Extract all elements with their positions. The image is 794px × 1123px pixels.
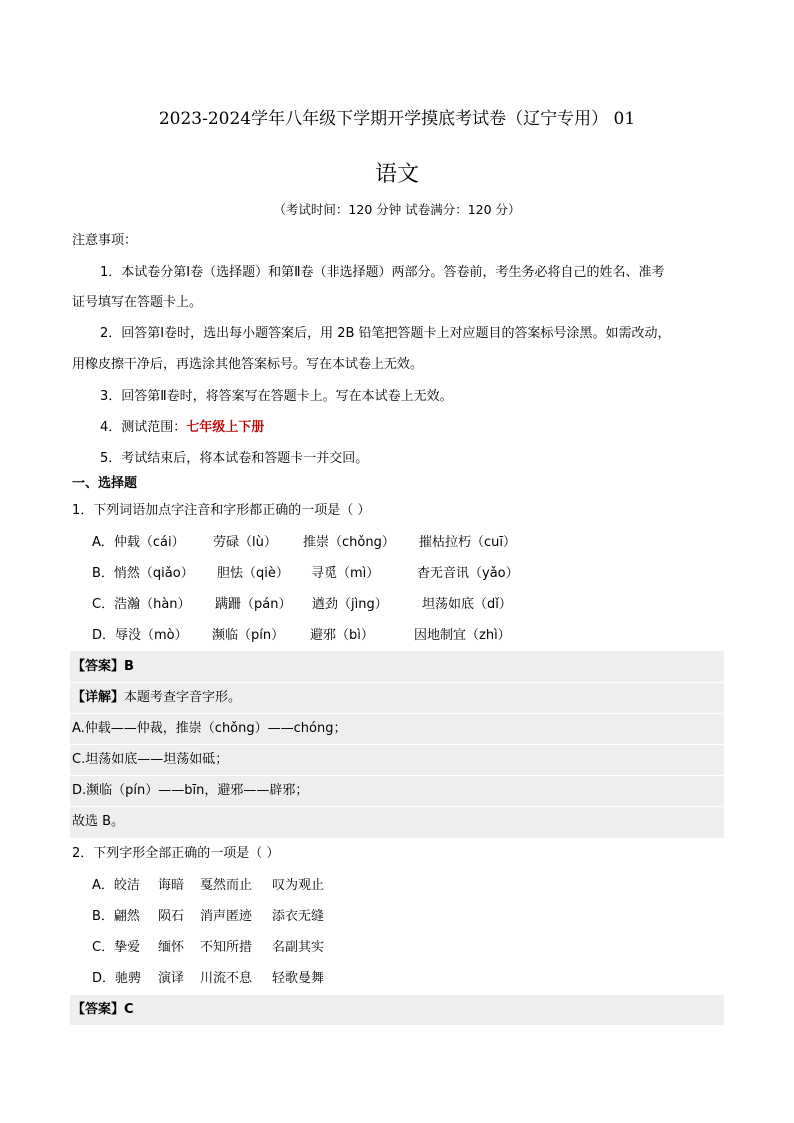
test-range: 七年级上下册 xyxy=(186,420,265,435)
q2-c-2: 缅怀 xyxy=(158,940,185,955)
q1-a-3: 推崇（chǒng） xyxy=(303,535,395,550)
q2-a-2: 诲暗 xyxy=(158,878,185,893)
q1-detail xyxy=(72,689,241,707)
q2-option-b xyxy=(92,908,324,926)
q1-c-4: 坦荡如底（dǐ） xyxy=(422,597,512,612)
divider xyxy=(70,775,724,776)
exam-info: （考试时间：120 分钟 试卷满分：120 分） xyxy=(273,202,521,217)
q2-b-3: 消声匿迹 xyxy=(200,909,253,924)
exam-title: 2023-2024学年八年级下学期开学摸底考试卷（辽宁专用） 01 xyxy=(158,109,636,129)
q1-b-4: 杳无音讯（yǎo） xyxy=(417,566,519,581)
note-4 xyxy=(100,419,264,437)
note-3: 3．回答第Ⅱ卷时，将答案写在答题卡上。写在本试卷上无效。 xyxy=(100,389,453,404)
note-5: 5．考试结束后，将本试卷和答题卡一并交回。 xyxy=(100,451,369,466)
detail-text: 本题考查字音字形。 xyxy=(124,690,242,705)
q2-answer xyxy=(72,1001,134,1019)
q2-a-3: 戛然而止 xyxy=(200,878,253,893)
q2-option-a xyxy=(92,877,324,895)
q1-answer xyxy=(72,658,134,676)
q2-option-d xyxy=(92,970,324,988)
divider xyxy=(70,713,724,714)
subject-title: 语文 xyxy=(374,162,419,187)
section-heading: 一、选择题 xyxy=(72,476,138,491)
q1-explanation-3: D.濒临（pín）——bīn，避邪——辟邪； xyxy=(72,783,309,798)
answer-value: B xyxy=(124,659,134,674)
q1-option-c xyxy=(92,596,512,614)
q1-a-2: 劳碌（lù） xyxy=(213,535,277,550)
q2-d-2: 演译 xyxy=(158,971,185,986)
q1-c-1: C．浩瀚（hàn） xyxy=(92,597,191,612)
notes-heading: 注意事项： xyxy=(72,233,138,248)
q2-d-4: 轻歌曼舞 xyxy=(272,971,325,986)
detail-label: 【详解】 xyxy=(72,690,125,705)
note-2b: 用橡皮擦干净后，再选涂其他答案标号。写在本试卷上无效。 xyxy=(72,357,424,372)
q1-a-1: A．仲载（cái） xyxy=(92,535,185,550)
q2-b-4: 添衣无缝 xyxy=(272,909,325,924)
q1-b-3: 寻觅（mì） xyxy=(311,566,380,581)
q2-stem: 2．下列字形全部正确的一项是（ ） xyxy=(72,846,280,861)
q2-c-3: 不知所措 xyxy=(200,940,253,955)
q2-b-2: 陨石 xyxy=(158,909,185,924)
q1-c-3: 遒劲（jìng） xyxy=(312,597,388,612)
answer-label: 【答案】 xyxy=(72,659,125,674)
q2-c-4: 名副其实 xyxy=(272,940,325,955)
divider xyxy=(70,744,724,745)
note-1b: 证号填写在答题卡上。 xyxy=(72,295,203,310)
divider xyxy=(70,806,724,807)
q2-answer-block xyxy=(70,995,724,1025)
q1-explanation-4: 故选 B。 xyxy=(72,814,125,829)
q2-a-4: 叹为观止 xyxy=(272,878,325,893)
note-2a: 2．回答第Ⅰ卷时，选出每小题答案后，用 2B 铅笔把答题卡上对应题目的答案标号涂黑。如需改动， xyxy=(100,326,671,341)
q1-explanation-1: A.仲载——仲裁，推崇（chǒng）——chóng； xyxy=(72,721,347,736)
q1-a-4: 摧枯拉朽（cuī） xyxy=(419,535,516,550)
answer-value: C xyxy=(124,1002,134,1017)
q1-d-4: 因地制宜（zhì） xyxy=(414,628,511,643)
q1-d-1: D．辱没（mò） xyxy=(92,628,188,643)
q1-stem: 1．下列词语加点字注音和字形都正确的一项是（ ） xyxy=(72,503,371,518)
q1-c-2: 蹒跚（pán） xyxy=(215,597,292,612)
note-4-prefix: 4．测试范围： xyxy=(100,420,187,435)
q2-a-1: A．皎洁 xyxy=(92,878,140,893)
divider xyxy=(70,682,724,683)
q2-c-1: C．挚爱 xyxy=(92,940,141,955)
q2-d-3: 川流不息 xyxy=(200,971,253,986)
q1-option-d xyxy=(92,627,511,645)
q1-b-2: 胆怯（qiè） xyxy=(217,566,289,581)
q1-d-3: 避邪（bì） xyxy=(310,628,374,643)
note-1a: 1．本试卷分第Ⅰ卷（选择题）和第Ⅱ卷（非选择题）两部分。答卷前，考生务必将自己的姓名、准考 xyxy=(100,265,665,280)
q1-explanation-2: C.坦荡如底——坦荡如砥； xyxy=(72,752,229,767)
q2-b-1: B．翩然 xyxy=(92,909,140,924)
q2-d-1: D．驰骋 xyxy=(92,971,142,986)
q1-option-a xyxy=(92,534,516,552)
q1-option-b xyxy=(92,565,519,583)
answer-label: 【答案】 xyxy=(72,1002,125,1017)
q1-b-1: B．悄然（qiǎo） xyxy=(92,566,194,581)
q1-d-2: 濒临（pín） xyxy=(212,628,285,643)
q2-option-c xyxy=(92,939,324,957)
